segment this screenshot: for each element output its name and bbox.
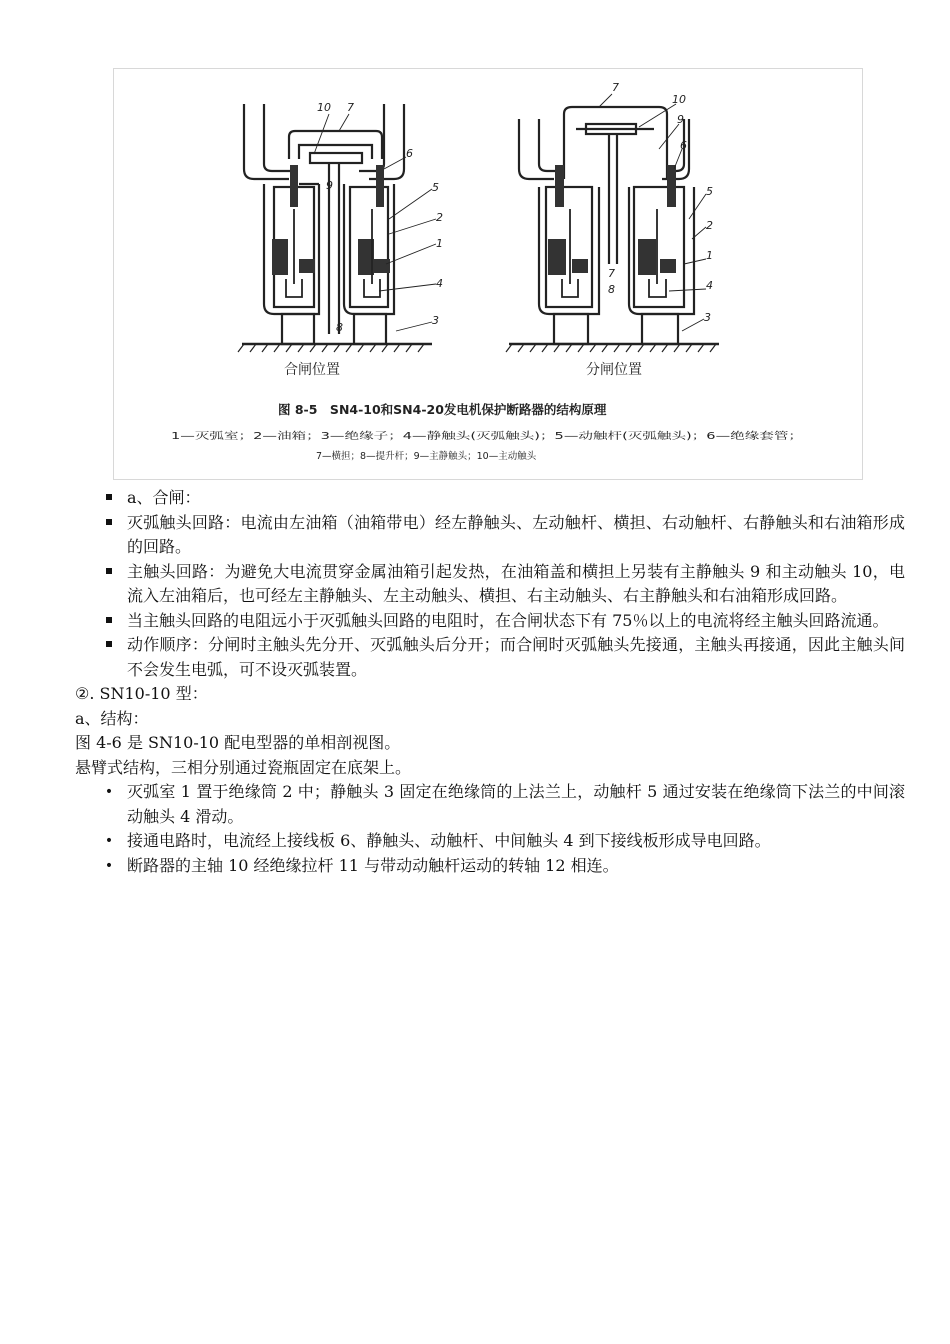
list-item: 灭弧触头回路：电流由左油箱（油箱带电）经左静触头、左动触杆、横担、右动触杆、右静触头和右油箱形成的回路。 (75, 511, 905, 560)
label-right-7: 7 (612, 81, 619, 94)
label-left-3: 3 (432, 314, 439, 327)
list-item: 动作顺序：分闸时主触头先分开、灭弧触头后分开；而合闸时灭弧触头先接通，主触头再接通，因此主触头间不会发生电弧，可不设灭弧装置。 (75, 633, 905, 682)
label-right-7b: 7 (608, 267, 615, 280)
dot-bullet-icon: • (104, 857, 114, 874)
label-right-9: 9 (677, 113, 684, 126)
list-item: a、合闸： (75, 486, 905, 511)
square-bullet-icon (101, 633, 117, 658)
square-bullet-icon (101, 560, 117, 585)
square-bullet-icon (101, 511, 117, 536)
structure-list (75, 780, 905, 878)
label-right-3: 3 (704, 311, 711, 324)
square-bullet-icon (101, 609, 117, 634)
label-right-8: 8 (608, 283, 615, 296)
dot-bullet-icon: • (104, 833, 114, 849)
label-right-10: 10 (672, 93, 686, 106)
label-left-1: 1 (436, 237, 443, 250)
figure-caption-line1: 1—灭弧室；2—油箱；3—绝缘子；4—静触头(灭弧触头)；5—动触杆(灭弧触头)；6—绝缘套管； (171, 431, 584, 442)
label-right-6: 6 (680, 139, 687, 152)
list-item: • 灭弧室 1 置于绝缘筒 2 中；静触头 3 固定在绝缘筒的上法兰上，动触杆 5 通过安装在绝缘筒下法兰的中间滚动触头 4 滑动。 (75, 780, 905, 829)
figure-caption-line2: 7—横担；8—提升杆；9—主静触头；10—主动触头 (316, 451, 537, 462)
label-left-5: 5 (432, 181, 439, 194)
label-right-5: 5 (706, 185, 713, 198)
dot-bullet-icon: • (104, 784, 114, 800)
label-left-2: 2 (436, 211, 443, 224)
label-right-2: 2 (706, 219, 713, 232)
list-item: 当主触头回路的电阻远小于灭弧触头回路的电阻时，在合闸状态下有 75％以上的电流将经主触头回路流通。 (75, 609, 905, 634)
label-left-4: 4 (436, 277, 443, 290)
breaker-diagram (114, 69, 864, 481)
document-body (75, 486, 905, 878)
list-item: 主触头回路：为避免大电流贯穿金属油箱引起发热，在油箱盖和横担上另装有主静触头 9 和主动触头 10，电流入左油箱后，也可经左主静触头、左主动触头、横担、右主动触头、右主静触头和右油箱形成回路。 (75, 560, 905, 609)
section-heading: ②. SN10-10 型： (75, 684, 208, 703)
label-left-10: 10 (317, 101, 331, 114)
closed-position-label: 合闸位置 (284, 362, 340, 378)
label-left-7: 7 (347, 101, 354, 114)
list-item: • 断路器的主轴 10 经绝缘拉杆 11 与带动动触杆运动的转轴 12 相连。 (75, 854, 905, 879)
closing-list (75, 486, 905, 682)
label-left-9: 9 (326, 179, 333, 192)
label-right-1: 1 (706, 249, 713, 262)
figure-caption-title: 图 8-5 SN4-10和SN4-20发电机保护断路器的结构原理 (278, 402, 607, 417)
label-right-4: 4 (706, 279, 713, 292)
open-position-label: 分闸位置 (586, 362, 642, 378)
square-bullet-icon (101, 486, 117, 511)
label-left-6: 6 (406, 147, 413, 160)
paragraph: 悬臂式结构，三相分别通过瓷瓶固定在底架上。 (75, 757, 412, 777)
structure-heading: a、结构： (75, 708, 149, 728)
list-item: • 接通电路时，电流经上接线板 6、静触头、动触杆、中间触头 4 到下接线板形成导电回路。 (75, 829, 905, 854)
label-left-8: 8 (336, 321, 343, 334)
paragraph: 图 4-6 是 SN10-10 配电型器的单相剖视图。 (75, 733, 401, 752)
circuit-breaker-figure (113, 68, 863, 480)
